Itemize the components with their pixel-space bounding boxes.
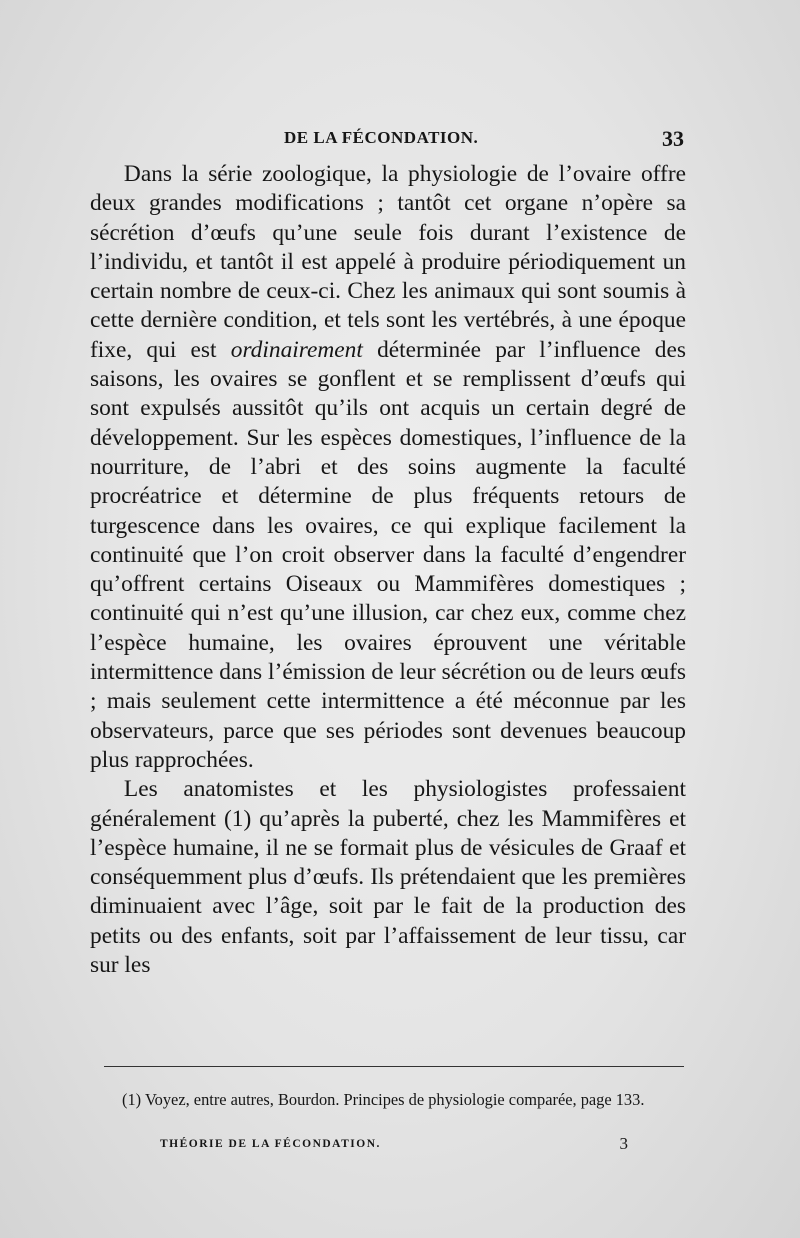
- paragraph-1-text-after: déterminée par l’influence des saisons, les ovaires se gonflent et se remplissent d’œufs qui sont expulsés aussitôt qu’ils ont acquis un certain degré de développement. Sur les espèces domestiques, l’influence de la nourriture, de l’abri et des soins augmente la faculté procréatrice et détermine de plus fréquents retours de turgescence dans les ovaires, ce qui explique facilement la continuité que l’on croit observer dans la faculté d’engendrer qu’offrent certains Oiseaux ou Mammifères domestiques ; continuité qui n’est qu’une illusion, car chez eux, comme chez l’espèce humaine, les ovaires éprouvent une véritable intermittence dans l’émission de leur sécrétion ou de leurs œufs ; mais seulement cette intermittence a été méconnue par les observateurs, parce que ses périodes sont devenues beaucoup plus rapprochées.: [90, 336, 686, 773]
- footnote: [104, 1090, 684, 1110]
- running-title: DE LA FÉCONDATION.: [284, 128, 479, 147]
- footnote-divider: [104, 1066, 684, 1067]
- footnote-text: (1) Voyez, entre autres, Bourdon. Principes de physiologie comparée, page 133.: [122, 1090, 645, 1109]
- signature-line: [160, 1134, 628, 1156]
- paragraph-1-text-before: Dans la série zoologique, la physiologie de l’ovaire offre deux grandes modifications ; tantôt cet organe n’opère sa sécrétion d’œufs qu’une seule fois durant l’existence de l’individu, et tantôt il est appelé à produire périodiquement un certain nombre de ceux-ci. Chez les animaux qui sont soumis à cette dernière condition, et tels sont les vertébrés, à une époque fixe, qui est: [90, 161, 686, 363]
- body-text: [90, 160, 686, 980]
- signature-mark: 3: [619, 1134, 628, 1153]
- emphasized-word: ordinairement: [230, 336, 363, 363]
- page-number: 33: [662, 126, 684, 151]
- signature-title: THÉORIE DE LA FÉCONDATION.: [160, 1138, 381, 1150]
- paragraph-1: [90, 160, 686, 775]
- running-head: [94, 126, 684, 154]
- paragraph-2: Les anatomistes et les physiologistes professaient généralement (1) qu’après la puberté, chez les Mammifères et l’espèce humaine, il ne se formait plus de vésicules de Graaf et conséquemment plus d’œufs. Ils prétendaient que les premières diminuaient avec l’âge, soit par le fait de la production des petits ou des enfants, soit par l’affaissement de leur tissu, car sur les: [90, 776, 686, 979]
